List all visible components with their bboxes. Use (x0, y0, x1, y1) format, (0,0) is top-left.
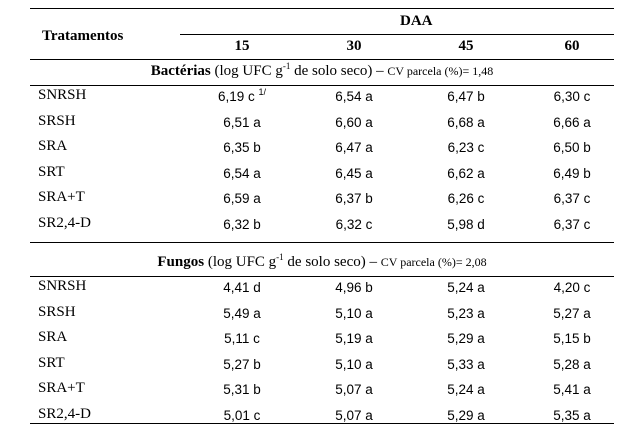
header-daa: DAA (400, 13, 433, 29)
header-day-45: 45 (458, 38, 474, 54)
row-value-cell: 5,31 b (223, 382, 261, 397)
row-value-cell: 5,41 a (553, 382, 591, 397)
header-day-60: 60 (564, 38, 580, 54)
row-treatment-label: SRA+T (38, 380, 85, 396)
row-treatment-label: SRT (38, 163, 65, 180)
row-value-cell: 5,49 a (223, 305, 261, 321)
row-value-cell: 4,20 c (553, 280, 591, 295)
row-value-cell: 6,37 c (553, 216, 591, 232)
row-value-cell: 5,07 a (335, 382, 373, 397)
row-value-cell: 6,47 a (335, 140, 373, 155)
row-value-cell: 6,30 c (553, 89, 591, 104)
row-treatment-label: SRT (38, 354, 65, 371)
row-treatment-label: SRSH (38, 112, 76, 129)
header-day-30: 30 (346, 38, 362, 54)
row-value-cell: 6,32 c (335, 216, 373, 232)
row-treatment-label: SRA+T (38, 189, 85, 205)
row-value-cell: 6,54 a (335, 89, 373, 104)
row-value-cell: 6,49 b (553, 165, 591, 181)
row-value-cell: 6,59 a (223, 191, 261, 206)
row-treatment-label: SRA (38, 329, 68, 345)
header-tratamentos: Tratamentos (42, 28, 124, 44)
row-value-cell: 6,19 c $^{1/}$ (217, 87, 267, 104)
row-value-cell: 5,98 d (447, 216, 485, 232)
row-treatment-label: SNRSH (38, 278, 87, 294)
row-value-cell: 6,45 a (335, 165, 373, 181)
section-title-fungos: Fungos (log UFC $g^{-1}$ de solo seco) – CV parcela (%)= 2,08 (157, 252, 487, 270)
row-value-cell: 6,50 b (553, 140, 591, 155)
table-top-rule (30, 8, 614, 9)
row-value-cell: 6,47 b (447, 89, 485, 104)
row-value-cell: 6,60 a (335, 114, 373, 130)
table-bottom-rule (30, 423, 614, 424)
row-value-cell: 5,24 a (447, 280, 485, 295)
row-value-cell: 5,27 a (553, 305, 591, 321)
row-value-cell: 6,37 c (553, 191, 591, 206)
row-value-cell: 6,62 a (447, 165, 485, 181)
header-day-15: 15 (234, 38, 250, 54)
row-value-cell: 5,23 a (447, 305, 485, 321)
row-value-cell: 5,19 a (335, 331, 373, 346)
row-treatment-label: SR2,4-D (38, 405, 91, 422)
row-value-cell: 4,96 b (335, 280, 373, 295)
row-treatment-label: SRSH (38, 303, 76, 320)
row-value-cell: 5,07 a (335, 407, 373, 423)
header-bottom-rule (30, 59, 614, 60)
section-name: Fungos (157, 254, 205, 270)
row-value-cell: 5,28 a (553, 356, 591, 372)
section-rule-bacterias (30, 85, 614, 86)
row-value-cell: 5,01 c (223, 407, 261, 423)
row-value-cell: 5,10 a (335, 356, 373, 372)
daa-underline (180, 34, 614, 35)
row-value-cell: 6,51 a (223, 114, 261, 130)
row-treatment-label: SRA (38, 138, 68, 154)
row-value-cell: 5,15 b (553, 331, 591, 346)
row-value-cell: 6,66 a (553, 114, 591, 130)
row-value-cell: 5,33 a (447, 356, 485, 372)
row-value-cell: 6,35 b (223, 140, 261, 155)
row-value-cell: 4,41 d (223, 280, 261, 295)
row-value-cell: 5,35 a (553, 407, 591, 423)
row-treatment-label: SR2,4-D (38, 214, 91, 231)
row-value-cell: 5,27 b (223, 356, 261, 372)
row-value-cell: 6,37 b (335, 191, 373, 206)
row-value-cell: 6,68 a (447, 114, 485, 130)
section-name: Bactérias (150, 63, 211, 79)
row-value-cell: 6,32 b (223, 216, 261, 232)
row-value-cell: 5,10 a (335, 305, 373, 321)
row-value-cell: 6,23 c (447, 140, 485, 155)
footnote-mark: 1/ (258, 87, 267, 97)
row-value-cell: 5,29 a (447, 407, 485, 423)
row-value-cell: 5,11 c (224, 331, 260, 346)
row-value-cell: 6,26 c (447, 191, 485, 206)
section-separator-rule (30, 242, 614, 243)
row-value-cell: 6,54 a (223, 165, 261, 181)
section-title-bacterias: Bactérias (log UFC $g^{-1}$ de solo seco) – CV parcela (%)= 1,48 (150, 61, 494, 79)
section-rule-fungos (30, 276, 614, 277)
row-treatment-label: SNRSH (38, 87, 87, 103)
row-value-cell: 5,24 a (447, 382, 485, 397)
row-value-cell: 5,29 a (447, 331, 485, 346)
